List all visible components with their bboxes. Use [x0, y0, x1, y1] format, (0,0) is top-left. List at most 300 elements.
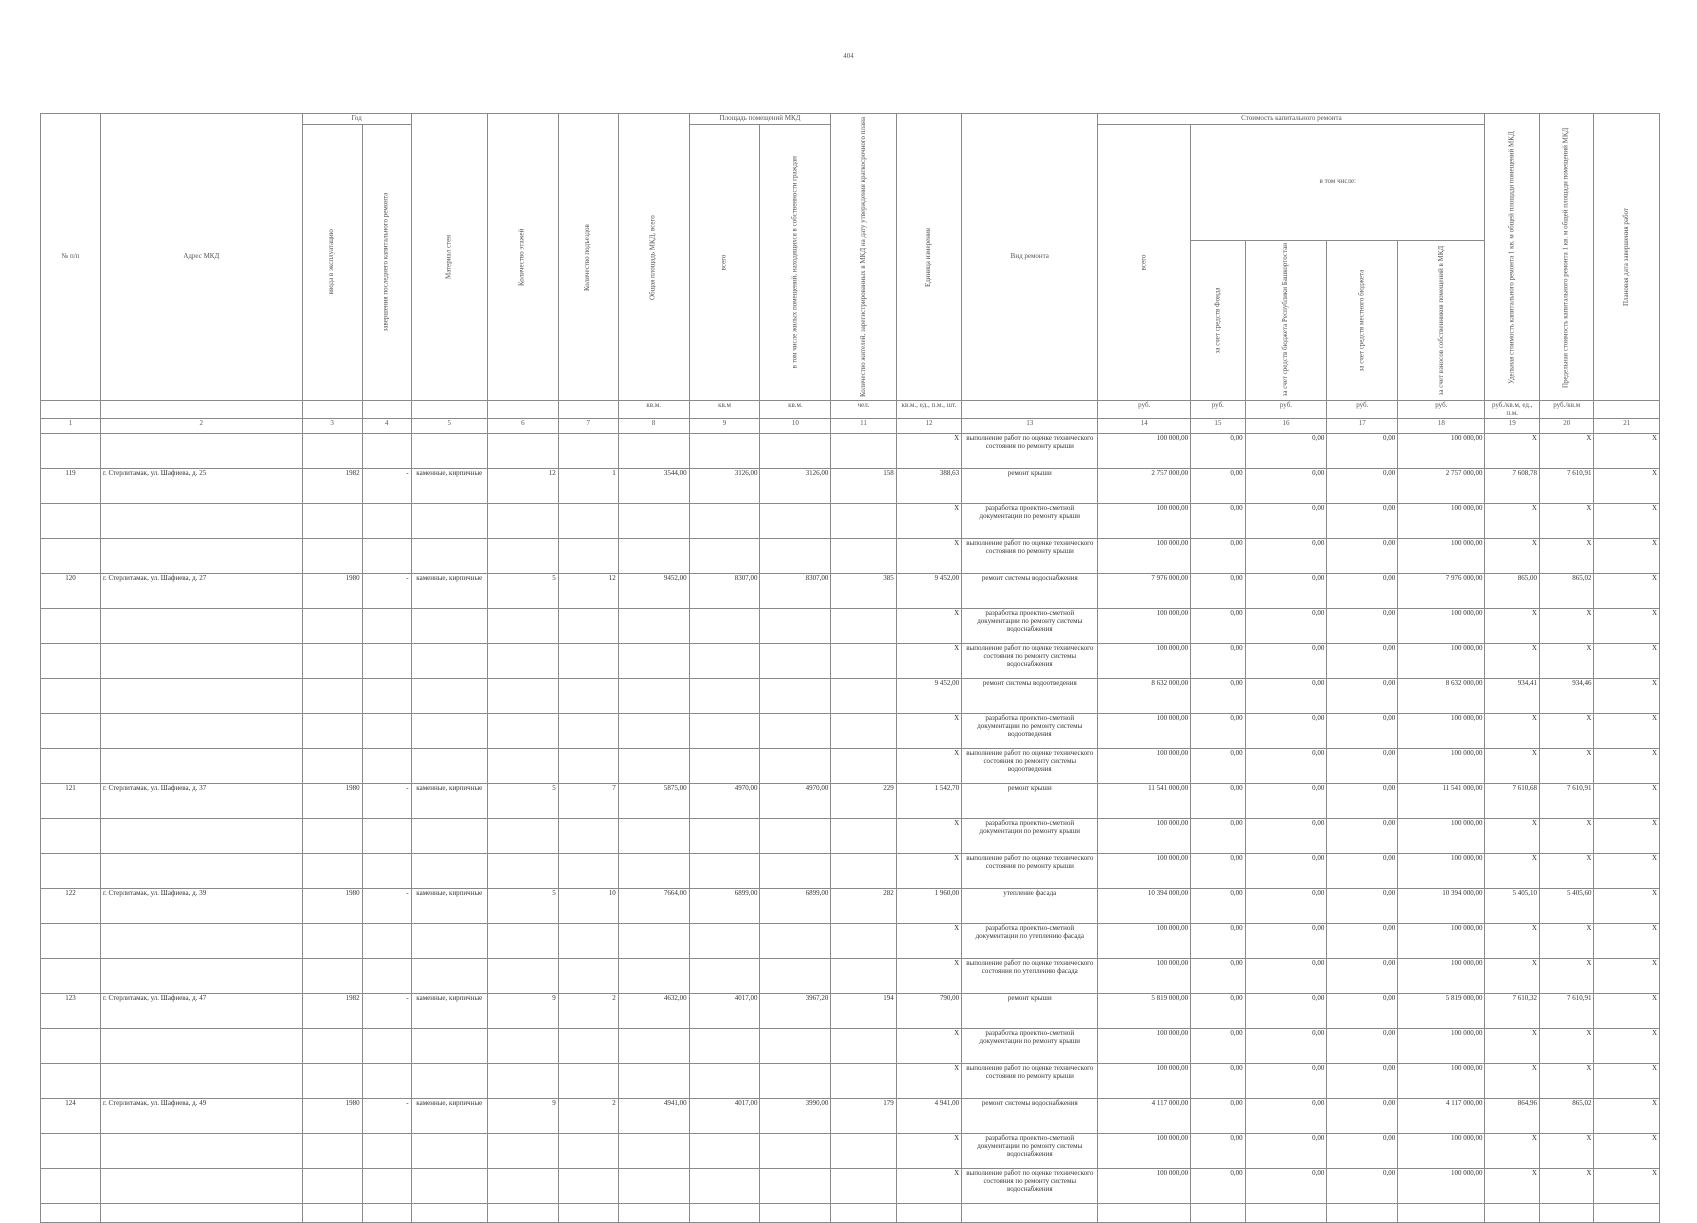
- unit-value-cell: X: [896, 504, 961, 539]
- column-number: 17: [1327, 419, 1398, 434]
- specific-cost-cell: 865,00: [1485, 574, 1540, 609]
- cost-fund-cell: 0,00: [1191, 644, 1246, 679]
- planned-date-cell: X: [1594, 539, 1660, 574]
- table-row: [41, 679, 1660, 714]
- cost-local-cell: 0,00: [1327, 1169, 1398, 1204]
- row-number-cell: [41, 924, 101, 959]
- cost-republic-cell: 0,00: [1245, 994, 1327, 1029]
- header-wall-material: Материал стен: [411, 114, 487, 401]
- table-row: [41, 1029, 1660, 1064]
- floors-cell: 5: [487, 889, 558, 924]
- specific-cost-cell: X: [1485, 819, 1540, 854]
- entrances-cell: 10: [558, 889, 618, 924]
- cost-fund-cell: 0,00: [1191, 819, 1246, 854]
- premises-residential-cell: [760, 644, 831, 679]
- cost-republic-cell: 0,00: [1245, 1064, 1327, 1099]
- header-entrances: Количество подъездов: [558, 114, 618, 401]
- residents-cell: [831, 819, 896, 854]
- table-row: [41, 889, 1660, 924]
- planned-date-cell: X: [1594, 784, 1660, 819]
- max-cost-cell: X: [1539, 1064, 1594, 1099]
- cost-local-cell: 0,00: [1327, 924, 1398, 959]
- cost-fund-cell: 0,00: [1191, 1099, 1246, 1134]
- address-cell: г. Стерлитамак, ул. Шафиева, д. 39: [100, 889, 302, 924]
- address-cell: [100, 679, 302, 714]
- year-commission-cell: [302, 854, 362, 889]
- floors-cell: [487, 1134, 558, 1169]
- year-commission-cell: [302, 924, 362, 959]
- residents-cell: 194: [831, 994, 896, 1029]
- max-cost-cell: X: [1539, 924, 1594, 959]
- cost-owners-cell: 100 000,00: [1398, 749, 1485, 784]
- year-commission-cell: 1980: [302, 1099, 362, 1134]
- cost-owners-cell: 100 000,00: [1398, 434, 1485, 469]
- max-cost-cell: X: [1539, 504, 1594, 539]
- total-area-cell: 4941,00: [618, 1099, 689, 1134]
- unit-cell: руб.: [1098, 401, 1191, 419]
- repair-type-cell: ремонт системы водоснабжения: [962, 574, 1098, 609]
- cost-local-cell: 0,00: [1327, 854, 1398, 889]
- residents-cell: 229: [831, 784, 896, 819]
- premises-residential-cell: 3990,00: [760, 1099, 831, 1134]
- cost-total-cell: 2 757 000,00: [1098, 469, 1191, 504]
- wall-material-cell: [411, 679, 487, 714]
- header-premises-group: Площадь помещений МКД: [689, 114, 831, 125]
- total-area-cell: [618, 644, 689, 679]
- specific-cost-cell: X: [1485, 644, 1540, 679]
- column-number: 12: [896, 419, 961, 434]
- floors-cell: [487, 504, 558, 539]
- unit-value-cell: 388,63: [896, 469, 961, 504]
- row-number-cell: [41, 714, 101, 749]
- cost-local-cell: 0,00: [1327, 994, 1398, 1029]
- address-cell: [100, 1064, 302, 1099]
- premises-residential-cell: 6899,00: [760, 889, 831, 924]
- cost-republic-cell: 0,00: [1245, 784, 1327, 819]
- cost-total-cell: 100 000,00: [1098, 924, 1191, 959]
- planned-date-cell: X: [1594, 469, 1660, 504]
- unit-value-cell: X: [896, 1029, 961, 1064]
- row-number-cell: 124: [41, 1099, 101, 1134]
- repair-type-cell: выполнение работ по оценке технического состояния по ремонту системы водоснабжения: [962, 1169, 1098, 1204]
- column-number: 14: [1098, 419, 1191, 434]
- column-number: 19: [1485, 419, 1540, 434]
- cost-owners-cell: 8 632 000,00: [1398, 679, 1485, 714]
- planned-date-cell: X: [1594, 924, 1660, 959]
- repair-type-cell: ремонт крыши: [962, 994, 1098, 1029]
- max-cost-cell: X: [1539, 644, 1594, 679]
- cost-owners-cell: 5 819 000,00: [1398, 994, 1485, 1029]
- cost-fund-cell: 0,00: [1191, 854, 1246, 889]
- total-area-cell: [618, 539, 689, 574]
- address-cell: [100, 924, 302, 959]
- table-row: [41, 504, 1660, 539]
- cost-owners-cell: 100 000,00: [1398, 1029, 1485, 1064]
- max-cost-cell: 865,02: [1539, 574, 1594, 609]
- premises-residential-cell: [760, 959, 831, 994]
- unit-cell: кв.м.: [618, 401, 689, 419]
- repair-type-cell: ремонт системы водоотведения: [962, 679, 1098, 714]
- row-number-cell: 120: [41, 574, 101, 609]
- year-last-repair-cell: [362, 1134, 411, 1169]
- table-body: [41, 434, 1660, 1223]
- header-floors: Количество этажей: [487, 114, 558, 401]
- header-max-cost: Предельная стоимость капитального ремонта 1 кв. м общей площади помещений МКД: [1539, 114, 1594, 401]
- total-area-cell: [618, 1064, 689, 1099]
- premises-residential-cell: 8307,00: [760, 574, 831, 609]
- header-cost-total: всего: [1098, 124, 1191, 400]
- column-number: 16: [1245, 419, 1327, 434]
- year-last-repair-cell: [362, 959, 411, 994]
- wall-material-cell: [411, 1134, 487, 1169]
- cost-local-cell: 0,00: [1327, 644, 1398, 679]
- cost-owners-cell: 100 000,00: [1398, 959, 1485, 994]
- cost-republic-cell: 0,00: [1245, 679, 1327, 714]
- floors-cell: 5: [487, 574, 558, 609]
- total-area-cell: [618, 679, 689, 714]
- floors-cell: [487, 434, 558, 469]
- unit-cell: руб.: [1191, 401, 1246, 419]
- entrances-cell: [558, 1029, 618, 1064]
- address-cell: [100, 749, 302, 784]
- floors-cell: 9: [487, 1099, 558, 1134]
- premises-residential-cell: [760, 749, 831, 784]
- repair-type-cell: ремонт системы водоснабжения: [962, 1099, 1098, 1134]
- unit-cell: кв.м: [689, 401, 760, 419]
- planned-date-cell: X: [1594, 1134, 1660, 1169]
- max-cost-cell: X: [1539, 1029, 1594, 1064]
- unit-value-cell: X: [896, 924, 961, 959]
- premises-total-cell: [689, 1134, 760, 1169]
- residents-cell: 385: [831, 574, 896, 609]
- planned-date-cell: X: [1594, 609, 1660, 644]
- repair-type-cell: выполнение работ по оценке технического состояния по ремонту системы водоотведения: [962, 749, 1098, 784]
- column-number: 9: [689, 419, 760, 434]
- planned-date-cell: X: [1594, 1099, 1660, 1134]
- cost-local-cell: 0,00: [1327, 609, 1398, 644]
- repair-type-cell: разработка проектно-сметной документации по ремонту системы водоснабжения: [962, 1134, 1098, 1169]
- cost-fund-cell: 0,00: [1191, 1029, 1246, 1064]
- cost-fund-cell: 0,00: [1191, 959, 1246, 994]
- unit-cell: руб.: [1398, 401, 1485, 419]
- floors-cell: [487, 924, 558, 959]
- total-area-cell: [618, 749, 689, 784]
- year-last-repair-cell: [362, 714, 411, 749]
- specific-cost-cell: 934,41: [1485, 679, 1540, 714]
- wall-material-cell: [411, 504, 487, 539]
- header-n: № п/п: [41, 114, 101, 401]
- cost-republic-cell: 0,00: [1245, 959, 1327, 994]
- cost-total-cell: 10 394 000,00: [1098, 889, 1191, 924]
- cost-fund-cell: 0,00: [1191, 504, 1246, 539]
- entrances-cell: [558, 1134, 618, 1169]
- cost-republic-cell: 0,00: [1245, 469, 1327, 504]
- unit-value-cell: 790,00: [896, 994, 961, 1029]
- cost-republic-cell: 0,00: [1245, 1099, 1327, 1134]
- residents-cell: [831, 1134, 896, 1169]
- premises-total-cell: [689, 644, 760, 679]
- table-row: [41, 819, 1660, 854]
- cost-total-cell: 100 000,00: [1098, 1064, 1191, 1099]
- total-area-cell: 9452,00: [618, 574, 689, 609]
- cost-local-cell: 0,00: [1327, 1134, 1398, 1169]
- floors-cell: [487, 679, 558, 714]
- wall-material-cell: [411, 959, 487, 994]
- entrances-cell: 1: [558, 469, 618, 504]
- repair-type-cell: выполнение работ по оценке технического состояния по ремонту крыши: [962, 1064, 1098, 1099]
- address-cell: [100, 539, 302, 574]
- cost-republic-cell: 0,00: [1245, 504, 1327, 539]
- planned-date-cell: X: [1594, 434, 1660, 469]
- premises-total-cell: 4017,00: [689, 1099, 760, 1134]
- year-last-repair-cell: [362, 819, 411, 854]
- cost-republic-cell: 0,00: [1245, 539, 1327, 574]
- cost-total-cell: 100 000,00: [1098, 1029, 1191, 1064]
- year-last-repair-cell: -: [362, 574, 411, 609]
- row-number-cell: [41, 504, 101, 539]
- unit-cell: руб./кв.м, ед., п.м.: [1485, 401, 1540, 419]
- premises-residential-cell: [760, 819, 831, 854]
- residents-cell: 158: [831, 469, 896, 504]
- repair-type-cell: разработка проектно-сметной документации по утеплению фасада: [962, 924, 1098, 959]
- max-cost-cell: X: [1539, 819, 1594, 854]
- table-row: [41, 854, 1660, 889]
- address-cell: [100, 434, 302, 469]
- total-area-cell: [618, 714, 689, 749]
- entrances-cell: [558, 539, 618, 574]
- cost-fund-cell: 0,00: [1191, 924, 1246, 959]
- premises-total-cell: [689, 1029, 760, 1064]
- unit-value-cell: 9 452,00: [896, 679, 961, 714]
- cost-fund-cell: 0,00: [1191, 994, 1246, 1029]
- premises-total-cell: [689, 609, 760, 644]
- cost-owners-cell: 100 000,00: [1398, 714, 1485, 749]
- total-area-cell: 7664,00: [618, 889, 689, 924]
- row-number-cell: [41, 959, 101, 994]
- unit-cell: кв.м.: [760, 401, 831, 419]
- cost-local-cell: 0,00: [1327, 819, 1398, 854]
- year-last-repair-cell: -: [362, 469, 411, 504]
- total-area-cell: [618, 1029, 689, 1064]
- total-area-cell: [618, 854, 689, 889]
- max-cost-cell: X: [1539, 1169, 1594, 1204]
- cost-local-cell: 0,00: [1327, 889, 1398, 924]
- year-last-repair-cell: [362, 434, 411, 469]
- cost-local-cell: 0,00: [1327, 504, 1398, 539]
- units-row: [41, 401, 1660, 419]
- table-row: [41, 539, 1660, 574]
- table-row: [41, 469, 1660, 504]
- planned-date-cell: X: [1594, 749, 1660, 784]
- column-number: 3: [302, 419, 362, 434]
- capital-repair-table: [40, 113, 1660, 1223]
- max-cost-cell: X: [1539, 539, 1594, 574]
- premises-residential-cell: 3967,20: [760, 994, 831, 1029]
- wall-material-cell: каменные, кирпичные: [411, 469, 487, 504]
- entrances-cell: [558, 679, 618, 714]
- year-last-repair-cell: -: [362, 889, 411, 924]
- premises-total-cell: 4017,00: [689, 994, 760, 1029]
- column-number: 11: [831, 419, 896, 434]
- column-number: 7: [558, 419, 618, 434]
- specific-cost-cell: X: [1485, 1169, 1540, 1204]
- year-last-repair-cell: [362, 1169, 411, 1204]
- year-commission-cell: [302, 679, 362, 714]
- max-cost-cell: 7 610,91: [1539, 469, 1594, 504]
- cost-republic-cell: 0,00: [1245, 434, 1327, 469]
- year-last-repair-cell: [362, 924, 411, 959]
- table-row: [41, 749, 1660, 784]
- table-row: [41, 959, 1660, 994]
- repair-type-cell: разработка проектно-сметной документации по ремонту крыши: [962, 819, 1098, 854]
- cost-owners-cell: 7 976 000,00: [1398, 574, 1485, 609]
- specific-cost-cell: 7 610,32: [1485, 994, 1540, 1029]
- row-number-cell: [41, 679, 101, 714]
- planned-date-cell: X: [1594, 994, 1660, 1029]
- cost-total-cell: 4 117 000,00: [1098, 1099, 1191, 1134]
- cost-republic-cell: 0,00: [1245, 609, 1327, 644]
- address-cell: [100, 609, 302, 644]
- year-last-repair-cell: [362, 539, 411, 574]
- floors-cell: [487, 749, 558, 784]
- header-cost-incl: в том числе:: [1191, 124, 1485, 240]
- repair-type-cell: утепление фасада: [962, 889, 1098, 924]
- year-commission-cell: [302, 959, 362, 994]
- premises-total-cell: [689, 539, 760, 574]
- wall-material-cell: [411, 924, 487, 959]
- year-commission-cell: [302, 749, 362, 784]
- year-commission-cell: 1980: [302, 889, 362, 924]
- address-cell: [100, 644, 302, 679]
- unit-value-cell: X: [896, 854, 961, 889]
- address-cell: [100, 854, 302, 889]
- planned-date-cell: X: [1594, 959, 1660, 994]
- cost-local-cell: 0,00: [1327, 539, 1398, 574]
- unit-value-cell: X: [896, 434, 961, 469]
- unit-value-cell: X: [896, 749, 961, 784]
- specific-cost-cell: X: [1485, 1029, 1540, 1064]
- year-last-repair-cell: [362, 1064, 411, 1099]
- floors-cell: 9: [487, 994, 558, 1029]
- premises-total-cell: 8307,00: [689, 574, 760, 609]
- cost-fund-cell: 0,00: [1191, 1169, 1246, 1204]
- cost-local-cell: 0,00: [1327, 574, 1398, 609]
- address-cell: [100, 959, 302, 994]
- cost-fund-cell: 0,00: [1191, 784, 1246, 819]
- floors-cell: [487, 819, 558, 854]
- year-last-repair-cell: -: [362, 784, 411, 819]
- wall-material-cell: [411, 819, 487, 854]
- repair-type-cell: выполнение работ по оценке технического состояния по ремонту системы водоснабжения: [962, 644, 1098, 679]
- unit-value-cell: X: [896, 959, 961, 994]
- total-area-cell: [618, 504, 689, 539]
- year-commission-cell: [302, 504, 362, 539]
- premises-total-cell: [689, 1064, 760, 1099]
- page-number: 404: [843, 52, 854, 60]
- wall-material-cell: [411, 1169, 487, 1204]
- year-last-repair-cell: [362, 1029, 411, 1064]
- column-number: 20: [1539, 419, 1594, 434]
- cost-owners-cell: 4 117 000,00: [1398, 1099, 1485, 1134]
- total-area-cell: [618, 959, 689, 994]
- address-cell: г. Стерлитамак, ул. Шафиева, д. 49: [100, 1099, 302, 1134]
- empty-trailing-row: [41, 1204, 1660, 1223]
- address-cell: г. Стерлитамак, ул. Шафиева, д. 47: [100, 994, 302, 1029]
- table-row: [41, 924, 1660, 959]
- repair-type-cell: выполнение работ по оценке технического состояния по ремонту крыши: [962, 434, 1098, 469]
- header-premises-total: всего: [689, 124, 760, 400]
- total-area-cell: [618, 1134, 689, 1169]
- column-number: 5: [411, 419, 487, 434]
- year-last-repair-cell: [362, 679, 411, 714]
- residents-cell: [831, 539, 896, 574]
- column-number: 13: [962, 419, 1098, 434]
- column-number: 8: [618, 419, 689, 434]
- premises-residential-cell: [760, 1029, 831, 1064]
- total-area-cell: [618, 434, 689, 469]
- column-number: 6: [487, 419, 558, 434]
- year-commission-cell: 1980: [302, 574, 362, 609]
- floors-cell: 12: [487, 469, 558, 504]
- year-commission-cell: [302, 539, 362, 574]
- row-number-cell: 121: [41, 784, 101, 819]
- row-number-cell: [41, 1029, 101, 1064]
- wall-material-cell: каменные, кирпичные: [411, 1099, 487, 1134]
- planned-date-cell: X: [1594, 1169, 1660, 1204]
- specific-cost-cell: X: [1485, 504, 1540, 539]
- repair-type-cell: разработка проектно-сметной документации по ремонту крыши: [962, 504, 1098, 539]
- cost-total-cell: 100 000,00: [1098, 959, 1191, 994]
- residents-cell: [831, 714, 896, 749]
- residents-cell: [831, 609, 896, 644]
- premises-total-cell: 4970,00: [689, 784, 760, 819]
- header-residents: Количество жителей, зарегистрированных в МКД на дату утверждения краткосрочного плана: [831, 114, 896, 401]
- cost-total-cell: 8 632 000,00: [1098, 679, 1191, 714]
- cost-local-cell: 0,00: [1327, 714, 1398, 749]
- premises-total-cell: [689, 749, 760, 784]
- unit-cell: руб.: [1327, 401, 1398, 419]
- cost-owners-cell: 100 000,00: [1398, 854, 1485, 889]
- row-number-cell: [41, 1134, 101, 1169]
- header-year-commission: ввода в эксплуатацию: [302, 124, 362, 400]
- cost-local-cell: 0,00: [1327, 1099, 1398, 1134]
- year-last-repair-cell: [362, 504, 411, 539]
- year-commission-cell: [302, 644, 362, 679]
- year-commission-cell: 1982: [302, 469, 362, 504]
- row-number-cell: [41, 609, 101, 644]
- residents-cell: [831, 924, 896, 959]
- year-commission-cell: [302, 819, 362, 854]
- specific-cost-cell: X: [1485, 539, 1540, 574]
- specific-cost-cell: 864,96: [1485, 1099, 1540, 1134]
- floors-cell: [487, 714, 558, 749]
- repair-type-cell: выполнение работ по оценке технического состояния по ремонту крыши: [962, 539, 1098, 574]
- row-number-cell: [41, 1064, 101, 1099]
- wall-material-cell: [411, 609, 487, 644]
- address-cell: [100, 1029, 302, 1064]
- table-row: [41, 1099, 1660, 1134]
- column-number: 18: [1398, 419, 1485, 434]
- premises-residential-cell: [760, 1169, 831, 1204]
- wall-material-cell: каменные, кирпичные: [411, 889, 487, 924]
- entrances-cell: [558, 924, 618, 959]
- max-cost-cell: X: [1539, 959, 1594, 994]
- total-area-cell: [618, 609, 689, 644]
- max-cost-cell: X: [1539, 714, 1594, 749]
- cost-total-cell: 100 000,00: [1098, 854, 1191, 889]
- planned-date-cell: X: [1594, 1029, 1660, 1064]
- header-cost-local: за счет средств местного бюджета: [1327, 240, 1398, 400]
